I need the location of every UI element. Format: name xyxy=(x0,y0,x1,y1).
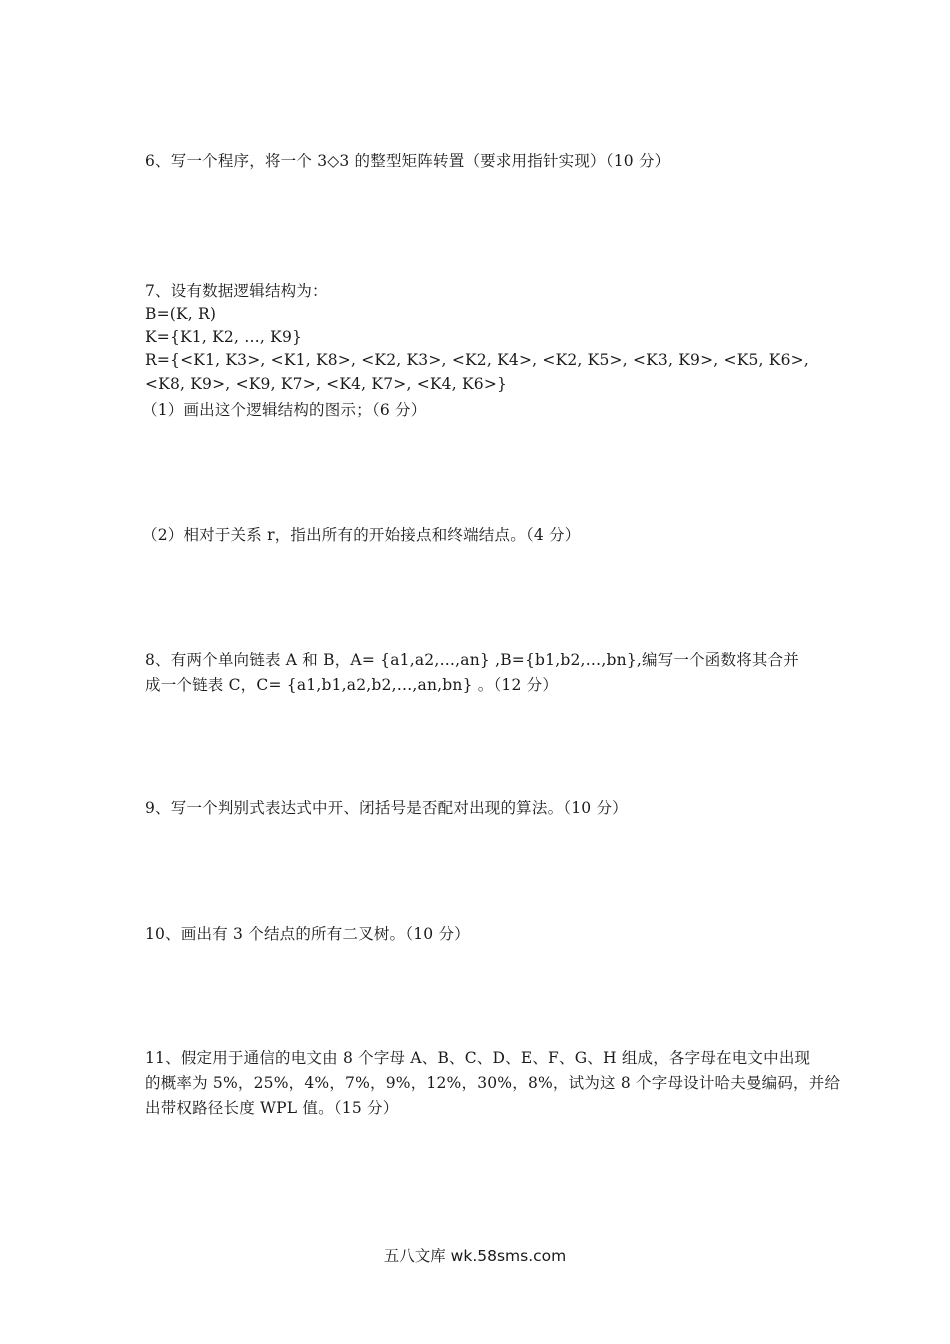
q8-line2: 成一个链表 C，C= {a1,b1,a2,b2,…,an,bn} 。（12 分） xyxy=(145,676,559,694)
q6-text: 6、写一个程序，将一个 3◇3 的整型矩阵转置（要求用指针实现）（10 分） xyxy=(145,152,671,170)
q7-line-k: K={K1, K2, …, K9} xyxy=(145,328,303,346)
q7-line-r2: <K8, K9>, <K9, K7>, <K4, K7>, <K4, K6>} xyxy=(145,375,508,393)
q8-line1: 8、有两个单向链表 A 和 B，A= {a1,a2,…,an} ,B={b1,b2,…,bn},编写一个函数将其合并 xyxy=(145,651,800,669)
q7-line-b: B=(K, R) xyxy=(145,305,217,323)
q11-line3: 出带权路径长度 WPL 值。（15 分） xyxy=(145,1099,399,1117)
q7-part2: （2）相对于关系 r，指出所有的开始接点和终端结点。（4 分） xyxy=(142,526,581,544)
q11-line2: 的概率为 5%，25%，4%，7%，9%，12%，30%，8%，试为这 8 个字母设计哈夫曼编码，并给 xyxy=(145,1074,841,1092)
q10-text: 10、画出有 3 个结点的所有二叉树。（10 分） xyxy=(145,925,470,943)
q11-line1: 11、假定用于通信的电文由 8 个字母 A、B、C、D、E、F、G、H 组成，各字母在电文中出现 xyxy=(145,1049,811,1067)
q9-text: 9、写一个判别式表达式中开、闭括号是否配对出现的算法。（10 分） xyxy=(145,799,628,817)
q7-part1: （1）画出这个逻辑结构的图示；（6 分） xyxy=(142,401,427,419)
q7-intro: 7、设有数据逻辑结构为： xyxy=(145,282,328,300)
footer-watermark: 五八文库 wk.58sms.com xyxy=(383,1247,567,1265)
q7-line-r1: R={<K1, K3>, <K1, K8>, <K2, K3>, <K2, K4>, <K2, K5>, <K3, K9>, <K5, K6>, xyxy=(145,351,809,369)
